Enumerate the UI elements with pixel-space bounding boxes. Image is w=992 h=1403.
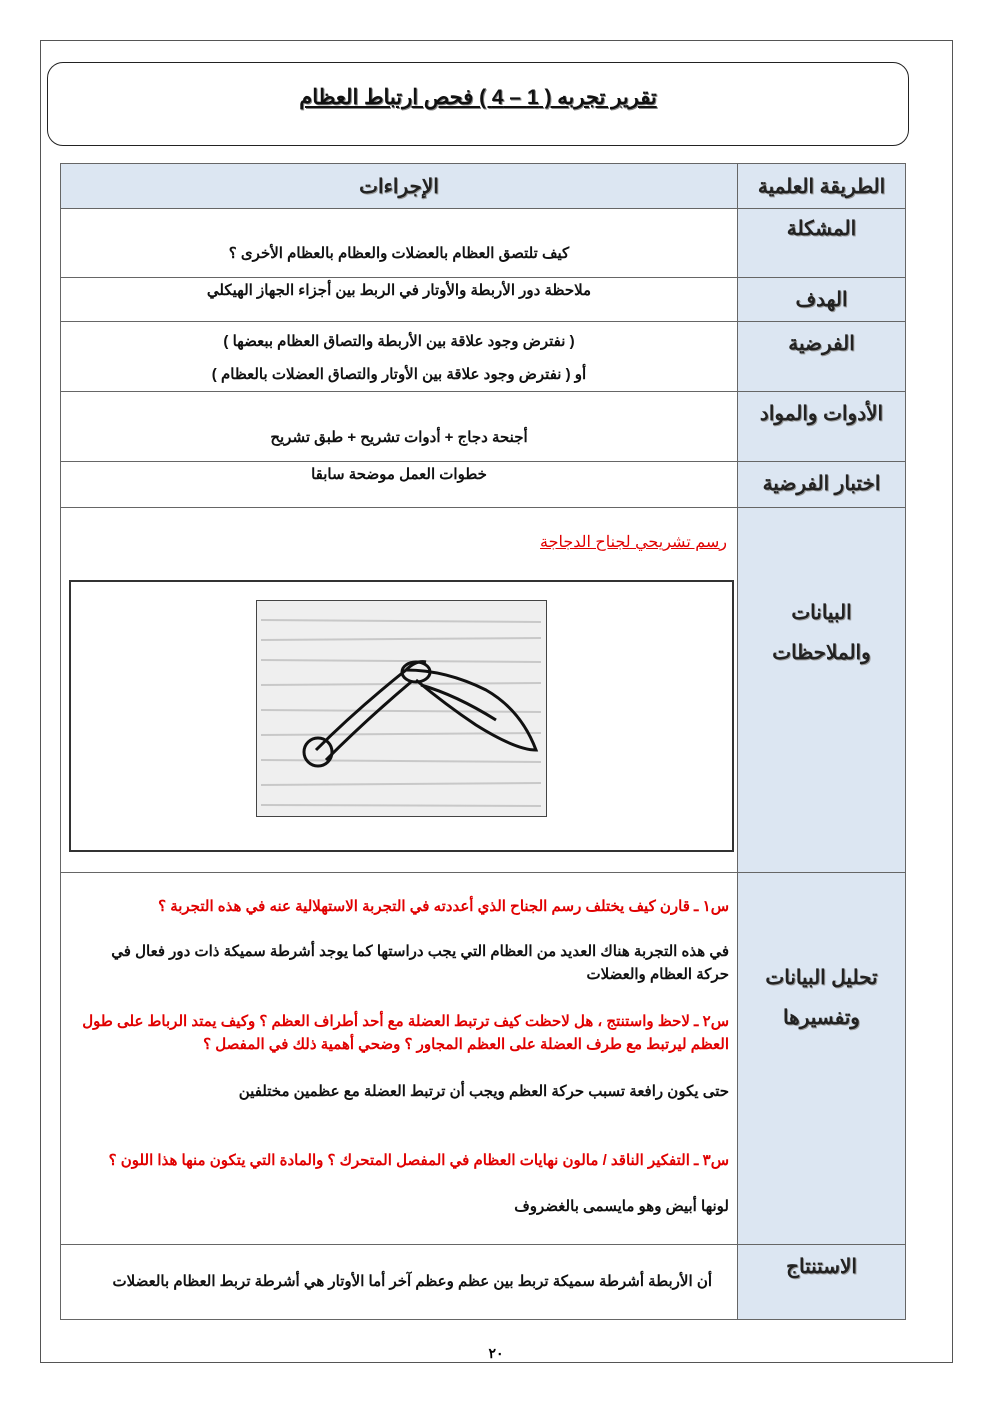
page-title: تقرير تجربه ( 1 – 4 ) فحص ارتباط العظام: [299, 86, 657, 109]
drawing-title: رسم تشريحي لجناح الدجاجة: [540, 534, 727, 551]
table-header-row: [60, 163, 906, 209]
question-3: س٣ ـ التفكير الناقد / مالون نهايات العظام في المفصل المتحرك ؟ والمادة التي يتكون منها هذا اللون ؟: [108, 1152, 729, 1169]
analysis-row: [60, 873, 906, 1245]
analysis-label: [737, 873, 905, 1244]
answer-3: لونها أبيض وهو مايسمى بالغضروف: [514, 1198, 729, 1215]
problem-text: كيف تلتصق العظام بالعضلات والعظام بالعظام الأخرى ؟: [228, 245, 570, 262]
conclusion-text: أن الأربطة أشرطة سميكة تربط بين عظم وعظم آخر أما الأوتار هي أشرطة تربط العظام بالعضلات: [112, 1273, 712, 1290]
goal-label: الهدف: [737, 278, 905, 321]
answer-2: حتى يكون رافعة تسبب حركة العظم ويجب أن ترتبط العضلة مع عظمين مختلفين: [238, 1083, 729, 1100]
header-procedures: الإجراءات: [359, 176, 439, 198]
drawing-frame: [69, 580, 734, 852]
chicken-wing-bone-drawing: [256, 600, 548, 818]
conclusion-label: الاستنتاج: [737, 1245, 905, 1319]
header-method: الطريقة العلمية: [737, 164, 905, 208]
problem-label: المشكلة: [737, 209, 905, 277]
test-row: [60, 462, 906, 508]
goal-text: ملاحظة دور الأربطة والأوتار في الربط بين أجزاء الجهاز الهيكلي: [206, 282, 592, 299]
title-box: [47, 62, 909, 146]
data-label: [737, 508, 905, 872]
test-text: خطوات العمل موضحة سابقا: [311, 466, 487, 483]
answer-1: في هذه التجربة هناك العديد من العظام التي يجب دراستها كما يوجد أشرطة سميكة ذات دور فعال في حركة العظام والعضلات: [111, 943, 729, 983]
question-1: س١ ـ قارن كيف يختلف رسم الجناح الذي أعددته في التجربة الاستهلالية عنه في هذه التجربة ؟: [158, 898, 729, 915]
data-content: [61, 508, 737, 872]
tools-text: أجنحة دجاج + أدوات تشريح + طبق تشريح: [270, 429, 528, 446]
hypothesis-content: [61, 322, 737, 391]
hypothesis-row: [60, 322, 906, 392]
data-label-line-1: البيانات: [791, 602, 852, 624]
page-number: ٢٠: [488, 1345, 504, 1361]
goal-row: [60, 278, 906, 322]
tools-label: الأدوات والمواد: [737, 392, 905, 461]
data-row: [60, 508, 906, 873]
hypothesis-line-1: ( نفترض وجود علاقة بين الأربطة والتصاق العظام ببعضها ): [223, 333, 575, 350]
problem-row: [60, 209, 906, 278]
analysis-content: [61, 873, 737, 1244]
analysis-label-line-2: وتفسيرها: [783, 1007, 860, 1029]
question-2: س٢ ـ لاحظ واستنتج ، هل لاحظت كيف ترتبط العضلة مع أحد أطراف العظم ؟ وكيف يمتد الرباط على طول العظم ليرتبط مع طرف العضلة على العظم المجاور ؟ وضحي أهمية ذلك في المفصل ؟: [82, 1013, 729, 1053]
test-label: اختبار الفرضية: [737, 462, 905, 507]
data-label-line-2: والملاحظات: [772, 642, 871, 664]
tools-row: [60, 392, 906, 462]
hypothesis-line-2: أو ( نفترض وجود علاقة بين الأوتار والتصاق العضلات بالعظام ): [211, 366, 587, 383]
analysis-label-line-1: تحليل البيانات: [765, 967, 878, 989]
hypothesis-label: الفرضية: [737, 322, 905, 391]
conclusion-row: [60, 1245, 906, 1320]
